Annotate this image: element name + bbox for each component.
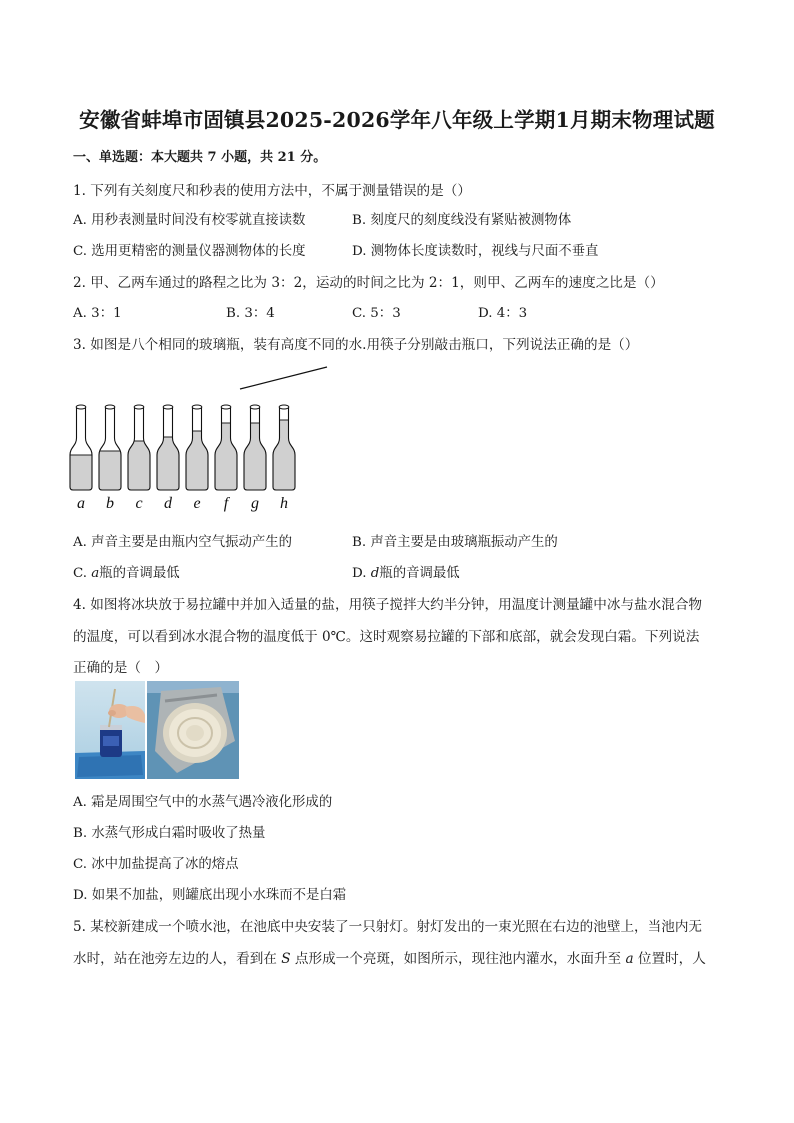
bottle-label: a: [77, 495, 85, 512]
q3-option-d-var: d: [370, 566, 380, 581]
bottle-label: d: [164, 495, 172, 512]
q2-option-d: D. 4：3: [478, 306, 528, 321]
bottle-water: [271, 420, 297, 492]
q1-option-c: C. 选用更精密的测量仪器测物体的长度: [73, 244, 306, 259]
question-4-stem-line3: 正确的是（ ）: [73, 660, 169, 676]
q5-text-2: 点形成一个亮斑，如图所示，现往池内灌水，水面升至: [290, 951, 626, 967]
question-4-stem-line1: 4. 如图将冰块放于易拉罐中并加入适量的盐，用筷子搅拌大约半分钟，用温度计测量罐中冰与盐水混合物: [73, 597, 703, 613]
bottle-mouth: [221, 405, 231, 409]
q3-option-c-text: 瓶的音调最低: [99, 566, 180, 581]
q1-option-b: B. 刻度尺的刻度线没有紧贴被测物体: [352, 213, 572, 228]
question-5-stem-line2: [73, 947, 706, 967]
q1-option-d: D. 测物体长度读数时，视线与尺面不垂直: [352, 244, 599, 259]
q2-option-a: A. 3：1: [73, 306, 122, 321]
question-1-stem: 1. 下列有关刻度尺和秒表的使用方法中，不属于测量错误的是（）: [73, 183, 471, 199]
bottle-label: h: [280, 495, 288, 512]
q5-var-s: S: [281, 951, 291, 967]
bottle-mouth: [163, 405, 173, 409]
section-heading: 一、单选题：本大题共 7 小题，共 21 分。: [73, 150, 327, 165]
bottle-water: [155, 437, 181, 492]
page-title: 安徽省蚌埠市固镇县2025-2026学年八年级上学期1月期末物理试题: [79, 108, 715, 132]
q3-option-d-text: 瓶的音调最低: [379, 566, 460, 581]
bottle-water: [97, 451, 123, 492]
q4-option-a: A. 霜是周围空气中的水蒸气遇冷液化形成的: [73, 795, 333, 810]
bottle-water: [242, 423, 268, 492]
q1-option-a: A. 用秒表测量时间没有校零就直接读数: [73, 213, 306, 228]
bottle-mouth: [250, 405, 260, 409]
q3-option-d: [352, 562, 460, 581]
bottle-water: [184, 431, 210, 492]
question-2-stem: 2. 甲、乙两车通过的路程之比为 3：2，运动的时间之比为 2：1，则甲、乙两车的速度之比是（）: [73, 275, 664, 291]
bottle-mouth: [105, 405, 115, 409]
q4-option-b: B. 水蒸气形成白霜时吸收了热量: [73, 826, 266, 841]
q3-option-d-prefix: D.: [352, 566, 371, 581]
q3-option-a: A. 声音主要是由瓶内空气振动产生的: [73, 535, 293, 550]
bottle-mouth: [76, 405, 86, 409]
can-stirring-photo: [75, 681, 145, 779]
bottle-water: [68, 455, 94, 492]
bottle-water: [213, 423, 239, 492]
bottles-figure: [60, 358, 340, 516]
q3-option-b: B. 声音主要是由玻璃瓶振动产生的: [352, 535, 558, 550]
q5-text-1: 水时，站在池旁左边的人，看到在: [73, 951, 282, 967]
bottle-mouth: [134, 405, 144, 409]
bottle-label: b: [106, 495, 114, 512]
can-bottom-frost-photo: [147, 681, 239, 779]
q3-option-c-var: a: [91, 566, 100, 581]
q5-var-a: a: [625, 951, 634, 967]
q2-option-c: C. 5：3: [352, 306, 401, 321]
chopstick: [240, 367, 327, 389]
q3-option-c-prefix: C.: [73, 566, 92, 581]
bottle-label: e: [193, 495, 201, 512]
question-3-stem: 3. 如图是八个相同的玻璃瓶，装有高度不同的水.用筷子分别敲击瓶口，下列说法正确的是（）: [73, 337, 639, 353]
q3-option-c: [73, 562, 180, 581]
bottle-label: g: [251, 495, 259, 512]
bottle-mouth: [192, 405, 202, 409]
q5-text-3: 位置时，人: [633, 951, 706, 967]
bottle-mouth: [279, 405, 289, 409]
q4-option-d: D. 如果不加盐，则罐底出现小水珠而不是白霜: [73, 888, 347, 903]
question-4-stem-line2: 的温度，可以看到冰水混合物的温度低于 0℃。这时观察易拉罐的下部和底部，就会发现白霜。下列说法: [73, 629, 700, 645]
q4-option-c: C. 冰中加盐提高了冰的熔点: [73, 857, 239, 872]
bottle-label: f: [223, 495, 229, 512]
q2-option-b: B. 3：4: [226, 306, 275, 321]
question-5-stem-line1: 5. 某校新建成一个喷水池，在池底中央安装了一只射灯。射灯发出的一束光照在右边的池壁上，当池内无: [73, 919, 703, 935]
bottle-label: c: [135, 495, 143, 512]
